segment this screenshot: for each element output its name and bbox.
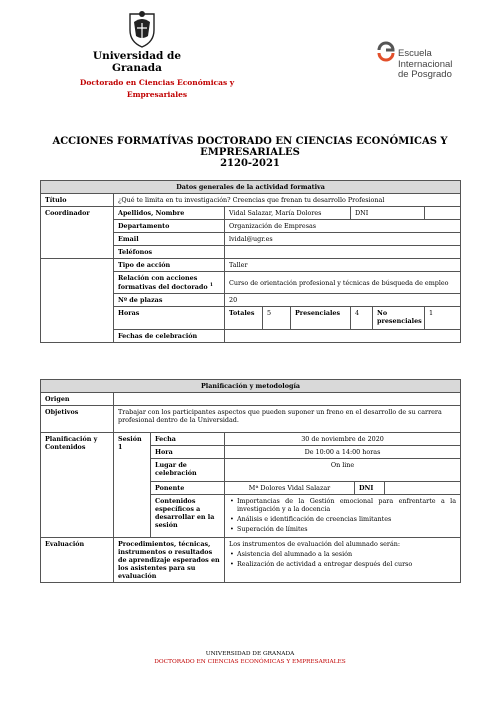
titulo-label: Título <box>41 194 114 207</box>
ponente-label: Ponente <box>151 482 225 495</box>
fechas-label: Fechas de celebración <box>114 330 225 343</box>
general-data-table <box>40 180 461 343</box>
fechas-value <box>225 330 461 343</box>
planning-header: Planificación y metodología <box>41 380 461 393</box>
contenido-item: • Superación de límites <box>237 525 456 533</box>
apellidos-value: Vidal Salazar, María Dolores <box>225 207 351 220</box>
tipo-label: Tipo de acción <box>114 259 225 272</box>
evaluacion-cell <box>225 538 461 583</box>
footnote-marker: 1 <box>209 283 213 288</box>
dni-value <box>425 207 461 220</box>
evaluacion-label: Evaluación <box>41 538 114 583</box>
presenciales-value: 4 <box>351 307 373 330</box>
dni-label: DNI <box>351 207 425 220</box>
no-presenciales-label: No presenciales <box>373 307 425 330</box>
contenidos-list-cell <box>225 495 461 538</box>
totales-label: Totales <box>225 307 263 330</box>
evaluacion-item: • Asistencia del alumnado a la sesión <box>237 550 456 558</box>
plazas-label: Nº de plazas <box>114 294 225 307</box>
fecha-label: Fecha <box>151 433 225 446</box>
evaluacion-intro: Los instrumentos de evaluación del alumnado serán: <box>229 540 401 548</box>
general-data-header: Datos generales de la actividad formativa <box>41 181 461 194</box>
no-presenciales-value: 1 <box>425 307 461 330</box>
email-value: lvidal@ugr.es <box>225 233 461 246</box>
evaluacion-item: • Realización de actividad a entregar después del curso <box>237 560 456 568</box>
relacion-label: Relación con acciones formativas del doctorado $^1$ <box>114 272 225 294</box>
objetivos-label: Objetivos <box>41 406 114 433</box>
contenidos-label: Contenidos específicos a desarrollar en la sesión <box>151 495 225 538</box>
page-title: ACCIONES FORMATÍVAS DOCTORADO EN CIENCIAS ECONÓMICAS Y EMPRESARIALES 2120-2021 <box>52 136 448 169</box>
telefonos-value <box>225 246 461 259</box>
ponente-dni-value <box>385 482 461 495</box>
totales-value: 5 <box>263 307 291 330</box>
footer-university: UNIVERSIDAD DE GRANADA <box>205 651 295 657</box>
hora-label: Hora <box>151 446 225 459</box>
apellidos-label: Apellidos, Nombre <box>114 207 225 220</box>
departamento-label: Departamento <box>114 220 225 233</box>
school-logo-icon <box>375 40 397 62</box>
planning-table <box>40 379 461 583</box>
plazas-value: 20 <box>225 294 461 307</box>
footer-doctorate: DOCTORADO EN CIENCIAS ECONÓMICAS Y EMPRESARIALES <box>154 659 346 665</box>
empty-cell <box>41 259 114 343</box>
contenidos-list <box>229 497 456 533</box>
titulo-value: ¿Qué te limita en tu investigación? Creencias que frenan tu desarrollo Profesional <box>114 194 461 207</box>
hora-value: De 10:00 a 14:00 horas <box>225 446 461 459</box>
school-name: Escuela Internacional de Posgrado <box>398 48 453 80</box>
doctorate-subtitle: Doctorado en Ciencias Económicas y Empresariales <box>79 78 235 99</box>
departamento-value: Organización de Empresas <box>225 220 461 233</box>
tipo-value: Taller <box>225 259 461 272</box>
planificacion-label: Planificación y Contenidos <box>41 433 114 538</box>
university-crest-logo <box>122 10 162 48</box>
lugar-label: Lugar de celebración <box>151 459 225 482</box>
procedimientos-label: Procedimientos, técnicas, instrumentos o resultados de aprendizaje esperados en los asistentes para su evaluación <box>114 538 225 583</box>
sesion-label: Sesión 1 <box>114 433 151 538</box>
presenciales-label: Presenciales <box>291 307 351 330</box>
fecha-value: 30 de noviembre de 2020 <box>225 433 461 446</box>
origen-value <box>114 393 461 406</box>
telefonos-label: Teléfonos <box>114 246 225 259</box>
objetivos-value: Trabajar con los participantes aspectos que pueden suponer un freno en el desarrollo de su carrera profesional dentro de la Universidad. <box>114 406 461 433</box>
evaluacion-list <box>229 550 456 568</box>
contenido-item: • Importancias de la Gestión emocional para enfrentarte a la investigación y a la docencia <box>237 497 456 513</box>
horas-label: Horas <box>114 307 225 330</box>
contenido-item: • Análisis e identificación de creencias limitantes <box>237 515 456 523</box>
ponente-dni-label: DNI <box>355 482 385 495</box>
coordinador-label: Coordinador <box>41 207 114 259</box>
university-name: Universidad de Granada <box>92 50 182 74</box>
ponente-value: Mª Dolores Vidal Salazar <box>225 482 355 495</box>
relacion-value: Curso de orientación profesional y técnicas de búsqueda de empleo <box>225 272 461 294</box>
lugar-value: On line <box>225 459 461 482</box>
origen-label: Origen <box>41 393 114 406</box>
email-label: Email <box>114 233 225 246</box>
